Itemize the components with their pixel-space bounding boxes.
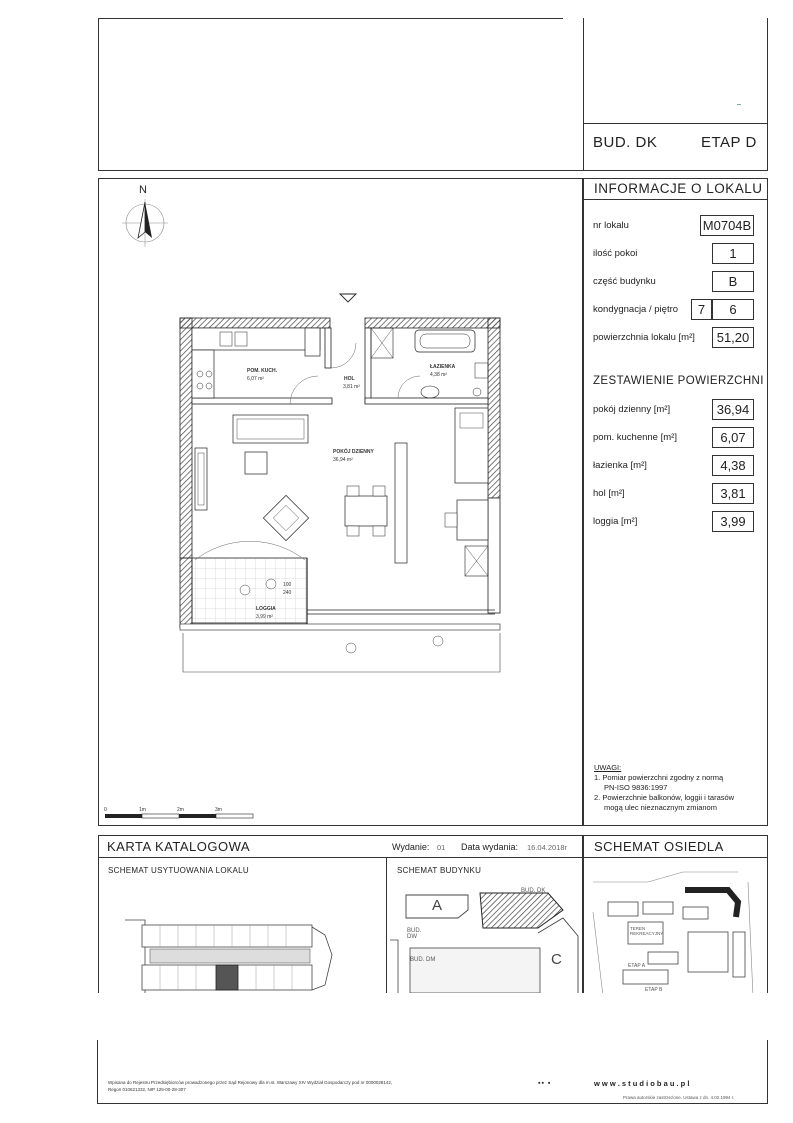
catalog-title-rule — [98, 857, 583, 858]
unit-area-value: 51,20 — [712, 327, 754, 348]
north-label: N — [139, 184, 147, 196]
room-label-loggia: LOGGIA — [256, 606, 276, 612]
building-scheme-title: SCHEMAT BUDYNKU — [397, 866, 482, 875]
note-line-3: 2. Powierzchnie balkonów, loggii i tarasów — [594, 793, 735, 802]
header-mark — [737, 104, 741, 105]
date-label: Data wydania: — [461, 842, 519, 852]
info-label-part: część budynku — [593, 276, 656, 287]
room-area-living: 36,94 m² — [333, 457, 353, 463]
header-right-edge — [767, 18, 768, 123]
room-label-living: POKÓJ DZIENNY — [333, 449, 374, 455]
building-part-value: B — [712, 271, 754, 292]
summary-label-kitchen: pom. kuchenne [m²] — [593, 432, 677, 443]
storey-value: 7 — [691, 299, 712, 320]
scale-3: 3m — [215, 807, 222, 813]
location-scheme — [120, 915, 340, 995]
info-title: INFORMACJE O LOKALU — [594, 181, 763, 196]
unit-number-value: M0704B — [700, 215, 754, 236]
bscheme-label-dw: BUD. DW — [407, 928, 422, 940]
bscheme-label-dk: BUD. DK — [521, 888, 546, 894]
compass-icon — [120, 196, 170, 248]
edition-label: Wydanie: — [392, 842, 430, 852]
room-label-bathroom: ŁAZIENKA — [430, 364, 456, 370]
summary-value-living: 36,94 — [712, 399, 754, 420]
summary-label-bathroom: łazienka [m²] — [593, 460, 647, 471]
edition-value: 01 — [437, 843, 446, 852]
scale-0: 0 — [104, 807, 107, 813]
footer-right-edge — [767, 1040, 768, 1103]
estate-title-rule — [583, 857, 768, 858]
blank-band — [0, 993, 793, 1075]
estate-label-etap-b: ETAP B — [645, 987, 663, 993]
summary-value-bathroom: 4,38 — [712, 455, 754, 476]
website-link[interactable]: w w w . s t u d i o b a u . p l — [594, 1079, 690, 1088]
summary-value-kitchen: 6,07 — [712, 427, 754, 448]
registry-text-2: Regon 010621332, NIP 125-00-28-307 — [108, 1087, 186, 1092]
summary-value-hall: 3,81 — [712, 483, 754, 504]
building-scheme-divider — [386, 858, 387, 1003]
room-label-kitchen: POM. KUCH. — [247, 368, 277, 374]
scale-bar — [105, 814, 255, 822]
estate-map — [588, 862, 764, 996]
bscheme-label-dm: BUD. DM — [410, 957, 436, 963]
note-line-2: PN-ISO 9836:1997 — [604, 783, 668, 792]
stage-label: ETAP D — [701, 134, 757, 151]
info-label-rooms: ilość pokoi — [593, 248, 638, 259]
estate-label-dk: BUD. DK — [705, 893, 726, 899]
summary-label-loggia: loggia [m²] — [593, 516, 638, 527]
bscheme-label-a: A — [432, 897, 443, 914]
room-area-kitchen: 6,07 m² — [247, 376, 264, 382]
room-label-hall: HOL — [344, 376, 355, 382]
summary-title: ZESTAWIENIE POWIERZCHNI — [593, 375, 764, 387]
floor-plan — [175, 288, 505, 678]
room-area-bathroom: 4,38 m² — [430, 372, 447, 378]
summary-label-living: pokój dzienny [m²] — [593, 404, 671, 415]
entry-arrow — [340, 294, 356, 302]
info-label-area: powierzchnia lokalu [m²] — [593, 332, 695, 343]
notes-title: UWAGI: — [594, 763, 622, 772]
dim-label-2: 240 — [283, 590, 292, 596]
estate-title: SCHEMAT OSIEDLA — [594, 839, 724, 854]
floor-value: 6 — [712, 299, 754, 320]
room-area-loggia: 3,99 m² — [256, 614, 273, 620]
info-label-floor: kondygnacja / piętro — [593, 304, 679, 315]
rooms-count-value: 1 — [712, 243, 754, 264]
header-right-mask — [584, 19, 767, 123]
info-label-unit: nr lokalu — [593, 220, 629, 231]
registry-text: Wpisana do Rejestru Przedsiębiorców prowadzonego przez Sąd Rejonowy dla m.st. Warszawy XIV Wydział Gospodarczy pod nr 0000028142, — [108, 1080, 393, 1085]
catalog-title: KARTA KATALOGOWA — [107, 839, 251, 854]
summary-value-loggia: 3,99 — [712, 511, 754, 532]
info-title-rule — [583, 199, 768, 200]
note-line-1: 1. Pomiar powierzchni zgodny z normą — [594, 773, 724, 782]
location-scheme-title: SCHEMAT USYTUOWANIA LOKALU — [108, 866, 250, 875]
date-value: 16.04.2018r — [527, 843, 568, 852]
dim-label-1: 100 — [283, 582, 292, 588]
estate-label-recreation: TEREN REKREACYJNY — [630, 926, 664, 936]
bscheme-label-c: C — [551, 951, 562, 968]
estate-label-etap-a: ETAP A — [628, 963, 646, 969]
copyright-text: Prawa autorskie zastrzeżone. Ustawa z dn. 4.02.1994 r. — [623, 1095, 735, 1100]
room-area-hall: 3,81 m² — [343, 384, 360, 390]
footer-bottom-rule — [97, 1103, 768, 1104]
building-label: BUD. DK — [593, 134, 658, 151]
note-line-4: mogą ulec nieznacznym zmianom — [604, 803, 717, 812]
footer-left-edge — [97, 1040, 98, 1103]
scale-2: 2m — [177, 807, 184, 813]
studio-logo: ▪▪ ▪ — [538, 1080, 552, 1087]
scale-1: 1m — [139, 807, 146, 813]
summary-label-hall: hol [m²] — [593, 488, 625, 499]
